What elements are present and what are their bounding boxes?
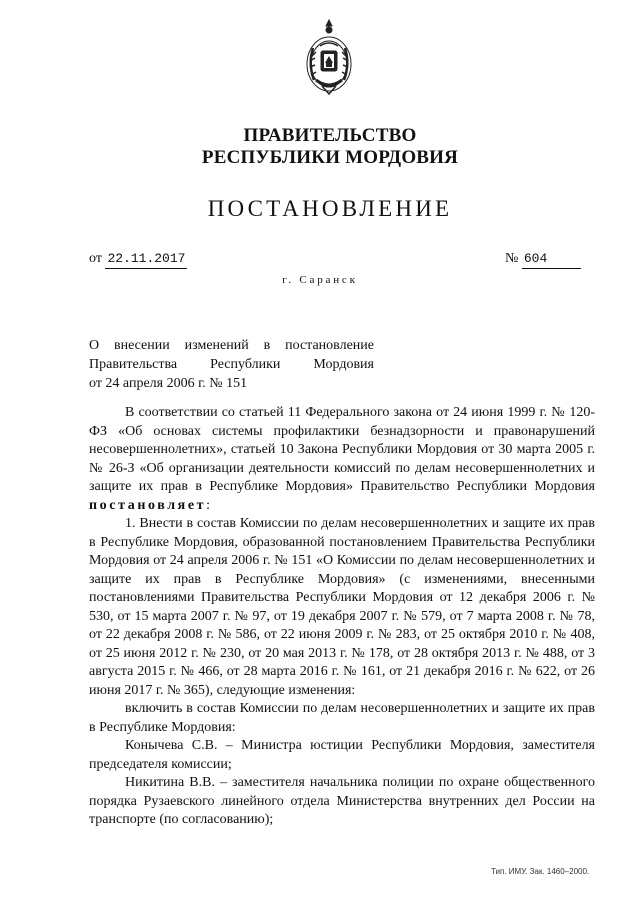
decree-body	[89, 404, 595, 830]
date-prefix: от	[89, 251, 102, 266]
subject-line: от 24 апреля 2006 г. № 151	[89, 376, 248, 391]
member-paragraph: Конычева С.В. – Министра юстиции Республики Мордовия, заместителя председателя комиссии;	[89, 738, 595, 772]
print-mark: Тип. ИМУ. Зак. 1460–2000.	[491, 867, 590, 876]
clause-paragraph: включить в состав Комиссии по делам несовершеннолетних и защите их прав в Республике Мордовия:	[89, 701, 595, 735]
preamble-text: В соответствии со статьей 11 Федерального закона от 24 июня 1999 г. № 120-ФЗ «Об основах системы профилактики безнадзорности и правонарушений несовершеннолетних», статьей 10 Закона Республики Мордовия от 30 марта 2005 г. № 26-З «Об организации деятельности комиссий по делам несовершеннолетних и защите их прав в Республике Мордовия» Правительство Республики Мордовия	[89, 405, 595, 494]
member-paragraph: Никитина В.В. – заместителя начальника полиции по охране общественного порядка Рузаевского линейного отдела Министерства внутренних дел России на транспорте (по согласованию);	[89, 775, 595, 827]
subject-line: О внесении изменений в постановление	[89, 338, 374, 353]
resolves-keyword: постановляет	[89, 497, 207, 513]
clause-paragraph: 1. Внести в состав Комиссии по делам несовершеннолетних и защите их прав в Республике Мордовия, образованной постановлением Правительства Республики Мордовия от 24 апреля 2006 г. № 151 «О Комиссии по делам несовершеннолетних и защите их прав в Республике Мордовия» (с изменениями, внесенными постановлениями Правительства Республики Мордовия от 12 декабря 2006 г. № 530, от 15 марта 2007 г. № 97, от 19 декабря 2007 г. № 579, от 7 марта 2008 г. № 78, от 22 декабря 2008 г. № 586, от 22 июня 2009 г. № 283, от 25 октября 2010 г. № 408, от 25 июня 2012 г. № 230, от 20 мая 2013 г. № 178, от 28 октября 2013 г. № 488, от 3 августа 2015 г. № 466, от 28 марта 2016 г. № 161, от 21 декабря 2016 г. № 622, от 26 июня 2017 г. № 365), следующие изменения:	[89, 516, 595, 698]
document-type-title: ПОСТАНОВЛЕНИЕ	[207, 196, 453, 221]
city-label: г. Саранск	[282, 274, 358, 286]
number-value: 604	[522, 250, 581, 269]
subject-line: Правительства Республики Мордовия	[89, 357, 374, 372]
colon: :	[206, 497, 211, 513]
preamble-paragraph	[89, 404, 595, 515]
date-value: 22.11.2017	[105, 250, 187, 269]
coat-of-arms-emblem	[304, 18, 354, 98]
decree-number	[505, 250, 581, 269]
decree-date	[89, 250, 187, 269]
number-prefix: №	[505, 251, 519, 266]
government-title: ПРАВИТЕЛЬСТВО	[243, 125, 417, 146]
republic-title: РЕСПУБЛИКИ МОРДОВИЯ	[201, 147, 459, 168]
decree-subject	[89, 336, 374, 393]
